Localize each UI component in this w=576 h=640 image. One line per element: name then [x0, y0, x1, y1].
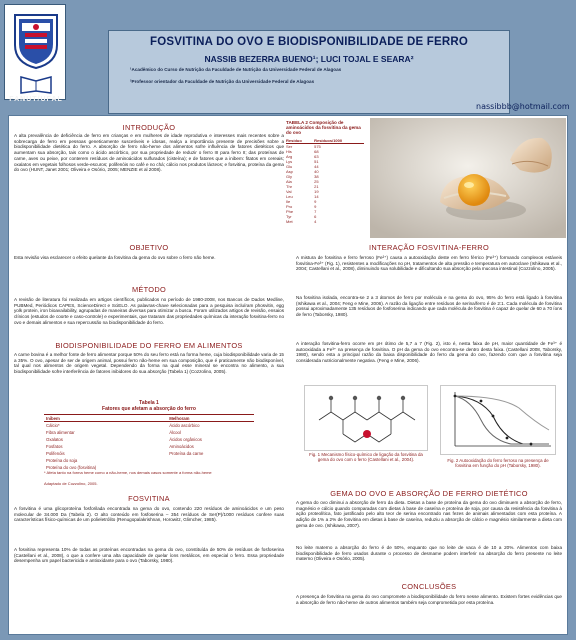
section-title-gema: GEMA DO OVO E ABSORÇÃO DE FERRO DIETÉTICO — [330, 489, 528, 498]
residuo-cell: Gly — [286, 173, 292, 179]
table-row — [286, 219, 364, 224]
tabela-1-caption: Tabela 1 Fatores que afetam a absorção do ferro — [102, 400, 196, 412]
section-title-interacao: INTERAÇÃO FOSVITINA-FERRO — [368, 243, 489, 252]
residuo-cell: Thr — [286, 183, 292, 189]
table-row — [44, 443, 254, 450]
objetivo-text: Esta revisão visa esclarecer o efeito quelante da fosvitina da gema do ovo sobre o ferro não heme. — [14, 255, 216, 260]
tabela-1-header-melhoram: Melhoram — [167, 415, 254, 422]
cracked-egg-image — [370, 118, 566, 238]
tabela-1-header-inibem: Inibem — [44, 415, 167, 422]
interacao-text-3: A interação fosvitina-ferro ocorre em pH ótimo de 5,7 a 7 (Fig. 2), isto é, nesta faixa de pH, maior quantidade de Fe³⁺ é autooxidada a Fe³⁺ na presença de fosvitina. O pH da gema do ovo encontra-se dentro desta faixa. (Castellani 2008, Taborsky, 1980), sendo esta a principal razão da baixa disponibilidade do ferro da gema do ovo, fazendo com que a fosvitina seja considerada nutricionalmente negativa. (Feng e Mine, 2006). — [296, 341, 562, 364]
residuo-cell: Asp — [286, 168, 293, 174]
interacao-text-1: A mistura de fosvitina e ferro ferroso (Fe²⁺) causa a autooxidação deste em ferro férrico (Fe³⁺) formando complexos estáveis fosvitina-Fe³⁺ (Fig. 1), resistentes a modificações no pH, tratamentos de alta pressão e temperatura em autoclave (Ishikawa et al., 2004; Castellani et al., 2008), diminuindo sua solubilidade e dificultando sua absorção pela mucosa intestinal (Cozzolino, 2005). — [296, 255, 562, 272]
residuo-cell: Pro — [286, 203, 293, 209]
table-row — [44, 422, 254, 429]
figure-1-caption: Fig. 1 Mecanismo físico-químico de ligação da fosvitina da gema do ovo com o ferro (Castellani et al., 2004). — [309, 452, 423, 463]
poster-authors: NASSIB BEZERRA BUENO¹; LUCI TOJAL E SEARA² — [204, 54, 414, 64]
residuo-cell: Arg — [286, 153, 293, 159]
count-cell: 40 — [314, 168, 319, 174]
inibem-cell: Proteína do ovo (fosvitina) — [46, 464, 97, 470]
residuo-cell: Ile — [286, 198, 291, 204]
affiliation-1: ¹Acadêmico do Curso de Nutrição da Faculdade de Nutrição da Universidade Federal de Alagoas — [130, 67, 342, 72]
melhoram-cell: Álcool — [169, 429, 181, 435]
count-cell: 14 — [314, 193, 319, 199]
shield-icon — [13, 11, 59, 69]
table-row — [44, 457, 254, 464]
fosvitina-text-2: A fosvitina representa 10% de todas as proteínas encontradas na gema do ovo, constituída de 50% de resíduos de fosfoserina (Castellani et al., 2008), o que a confere uma alta capacidade de quelar íons metálicos, em especial o ferro. Essa propriedade desempenha um papel bactericida e antioxidante para o ovo (Taborsky, 1980). — [14, 547, 284, 564]
melhoram-cell: Proteína da carne — [169, 450, 204, 456]
melhoram-cell: Ácidos orgânicos — [169, 436, 202, 442]
tabela-2-caption: TABELA 2 Composição de aminoácidos da fosvitina da gema do ovo — [286, 120, 361, 136]
section-title-fosvitina: FOSVITINA — [128, 494, 170, 503]
count-cell: 7 — [314, 208, 317, 214]
tabela-2-header-count: Resíduos/1000 — [314, 138, 364, 144]
tabela-2-header-residuo: Resíduo — [286, 138, 314, 144]
count-cell: 63 — [314, 153, 319, 159]
phosphoserine-iron-structure — [305, 386, 429, 452]
count-cell: 51 — [314, 158, 319, 164]
figure-1 — [304, 385, 428, 451]
ufal-logo — [4, 4, 66, 100]
book-icon — [19, 73, 53, 95]
residuo-cell: Ser — [286, 143, 293, 149]
figure-2 — [440, 385, 556, 455]
inibem-cell: Oxalatos — [46, 436, 63, 442]
residuo-cell: Met — [286, 218, 293, 224]
section-title-biodisponibilidade: BIODISPONIBILIDADE DO FERRO EM ALIMENTOS — [55, 341, 243, 350]
gema-text-2: No leite materno a absorção do ferro é de 50%, enquanto que no leite de vaca é de 10 a 20%. Alimentos com baixa biodisponibilidade de ferro usados durante o processo de desmame podem interferir na absorção do ferro presente no leite materno (Oliveira e Osório, 2005). — [296, 545, 562, 562]
inibem-cell: Polifenóis — [46, 450, 65, 456]
residuo-cell: Glu — [286, 163, 293, 169]
figure-2-caption: Fig. 2 Autooxidação do ferro ferroso na presença de fosvitina em função do pH (Taborsky, 1980). — [447, 458, 549, 469]
count-cell: 25 — [314, 178, 319, 184]
section-title-objetivo: OBJETIVO — [129, 243, 169, 252]
count-cell: 38 — [314, 173, 319, 179]
residuo-cell: Tyr — [286, 213, 292, 219]
melhoram-cell — [167, 457, 254, 464]
residuo-cell: Lys — [286, 158, 293, 164]
table-row — [44, 450, 254, 457]
residuo-cell: His — [286, 148, 292, 154]
count-cell: 21 — [314, 183, 319, 189]
conclusoes-text: A presença de fosvitina na gema do ovo compromete a biodisponibilidade do ferro nesse alimento. Existem fortes evidências que a absorção de ferro não-heme de outros alimentos também seja comprometida por esta proteína. — [296, 594, 562, 605]
poster-title: FOSVITINA DO OVO E BIODISPONIBILIDADE DE FERRO — [149, 36, 469, 48]
autooxidation-ph-graph — [441, 386, 557, 456]
count-cell: 575 — [314, 143, 321, 149]
table-row — [44, 436, 254, 443]
melhoram-cell: Aminoácidos — [169, 443, 194, 449]
fosvitina-text-1: A fosvitina é uma glicoproteína fosforilada encontrada na gema do ovo, contendo 220 resíduos de aminoácidos e um peso molecular de 34.000 Da (Tabela 2). O alto conteúdo em fosfoserina – 354 resíduos de Ser(P)/1000 resíduos confere suas características físico-químicas de um polieletrólito (Renugopalakrishnan, Horowitz, Glimcher, 1985). — [14, 506, 284, 523]
interacao-text-2: Na fosvitina isolada, encontra-se 2 a 3 átomos de ferro por molécula e na gema do ovo, 95% do ferro está ligado à fosvitina (Ishikawa et al., 2004; Feng e Mine, 2006). A razão da ligação entre resíduos de serina/ferro é de 2:1. Cada molécula de fosvitina possui aproximadamente 135 resíduos de fosfoserina indicando que cada molécula de fosvitina é capaz de quelar de 60 a 70 íons de ferro (Taborsky, 1980). — [296, 295, 562, 318]
residuo-cell: Leu — [286, 193, 293, 199]
melhoram-cell: Ácido ascórbico — [169, 422, 200, 428]
inibem-cell: Cálcio* — [46, 422, 60, 428]
count-cell: 44 — [314, 163, 319, 169]
tabela-1 — [44, 414, 254, 471]
count-cell: 19 — [314, 188, 319, 194]
metodo-text: A revisão de literatura foi realizada em artigos científicos, publicados no período de 1980-2008, nos Bancos de Dados Medline, PUBMed, Periódicos CAPES, ScienceDirect e SciELO. As palavras-chave selecionadas para a pesquisa incluíram phosvitin, egg yolk protein, iron bioavailability, agrupadas de maneiras diversas para otimizar a busca. Foram utilizados artigos de revisão, ensaios clínicos (estudos de coorte e caso-controle) e experimentais, que trataram das propriedades químicas da interação fosvitina-ferro no ovo e demais alimentos e sua repercussão na biodisponibilidade do ferro. — [14, 297, 284, 325]
residuo-cell: Ala — [286, 178, 292, 184]
author-email: nassibbb@hotmail.com — [476, 102, 570, 111]
introducao-text: A alta prevalência de deficiência de ferro em crianças e em mulheres de idade reprodutiva e interesses mais recentes sobre a sobrecarga de ferro em pessoas geneticamente suscetíveis e idosas, realça a importância presente de precisões sobre a biodisponibilidade dietética do ferro. A absorção de ferro não-heme dos alimentos sofre influência de fatores dietéticos que aumentam sua absorção, tais como o ácido ascórbico, por sua propriedade de reduzir o ferro III para ferro II; das proteínas de carne, aves ou peixe, por conterem resíduos de aminoácidos sulfurados (cisteína); e de fatores que a inibem: fitatos em cereais; oxalatos em vegetais folhosos verde-escuros; polifenóis no café e no chá; cálcio nos produtos lácteos; e fosvitina, proteína da gema do ovo (HUNT, Janet 2001; Oliveira e Osório, 2005; MENZIE et al 2008). — [14, 133, 284, 173]
logo-caption: FANUT/UFAL — [9, 96, 63, 103]
residuo-cell: Val — [286, 188, 292, 194]
count-cell: 4 — [314, 218, 317, 224]
tabela-1-source: Adaptado de Cozzolino, 2005. — [44, 481, 98, 486]
tabela-2 — [286, 120, 366, 224]
affiliation-2: ²Professor orientador da Faculdade de Nutrição da Universidade Federal de Alagoas — [130, 79, 315, 84]
count-cell: 9 — [314, 198, 317, 204]
section-title-metodo: MÉTODO — [131, 285, 167, 294]
count-cell: 68 — [314, 148, 319, 154]
count-cell: 6 — [314, 213, 317, 219]
inibem-cell: Fibra alimentar — [46, 429, 75, 435]
count-cell: 9 — [314, 203, 317, 209]
biodisponibilidade-text: A carne bovina é a melhor fonte de ferro alimentar porque 50% do seu ferro está na forma heme, cuja biodisponibilidade varia de 15 a 35%. O ovo, apesar de ser de origem animal, possui ferro não-heme em sua composição, que é praticamente não biodisponível, tal qual nos alimentos de origem vegetal. Dependendo da forma na qual esse mineral se encontra no alimento, a sua biodisponibilidade sofre interferência de fatores inibidores do sua absorção (Tabela 1) (Cozzolino, 2005). — [14, 352, 284, 375]
inibem-cell: Fosfatos — [46, 443, 63, 449]
inibem-cell: Proteína do soja — [46, 457, 78, 463]
table-row — [44, 429, 254, 436]
tabela-1-note: * Afeta tanto na forma heme como a não-heme, nos demais casos somente a forma não-heme — [44, 470, 212, 475]
gema-text-1: A gema do ovo diminui a absorção de ferro da dieta. Dietas a base de proteína da gema do ovo diminuem a absorção de ferro, magnésio e cálcio quando comparadas com dietas à base de caseína e proteína de soja, por causa da resistência da fosvitina à ação proteolítica, fato justificado pelo alto teor de serina encontrado nas fezes de animais alimentados com esta proteína. A adição de 1% a 2% de fosvitina em dietas à base de caseína, reduziu a absorção de cálcio e magnésio similarmente a dieta com gema de ovo. (Ishikawa, 2007). — [296, 500, 562, 528]
section-title-introducao: INTRODUÇÃO — [122, 123, 176, 132]
residuo-cell: Phe — [286, 208, 294, 214]
section-title-conclusoes: CONCLUSÕES — [401, 582, 457, 591]
